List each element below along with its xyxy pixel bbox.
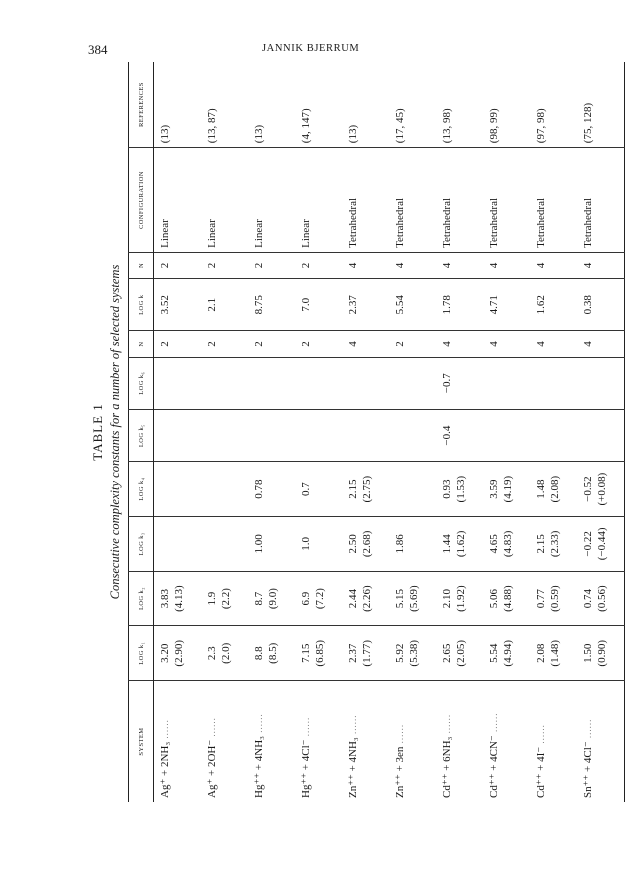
cell-log-k2-value: 5.06 <box>488 588 500 609</box>
cell-log-k1 <box>530 626 577 681</box>
cell-log-k2-value: 8.7 <box>253 591 265 606</box>
system-label: Cd⁺⁺ + 6NH₃ <box>441 736 453 798</box>
cell-n-2 <box>389 252 436 278</box>
cell-references: (98, 99) <box>483 62 530 148</box>
cell-log-k1-value: 7.15 <box>300 643 312 663</box>
cell-log-k <box>389 279 436 331</box>
cell-log-k1 <box>436 626 483 681</box>
cell-log-k1 <box>483 626 530 681</box>
header-log-k3: LOG k₃ <box>129 517 154 572</box>
cell-log-k1-paren-value: (2.0) <box>220 642 232 664</box>
cell-log-k6 <box>577 357 625 409</box>
cell-log-k4 <box>530 462 577 517</box>
cell-configuration: Linear <box>248 148 295 253</box>
cell-n-2-value: 4 <box>535 262 547 269</box>
cell-log-k2 <box>436 571 483 626</box>
cell-system <box>577 681 625 802</box>
cell-log-k3-paren-value: (2.68) <box>361 530 373 558</box>
cell-log-k5-value: −0.4 <box>441 425 453 446</box>
cell-log-k3 <box>201 517 248 572</box>
header-log-k5: LOG k₅ <box>129 409 154 461</box>
cell-log-k4 <box>342 462 389 517</box>
cell-log-k5 <box>577 409 625 461</box>
cell-log-k4 <box>154 462 202 517</box>
leader-dots: ...... <box>583 718 593 742</box>
leader-dots: ...... <box>160 719 170 742</box>
cell-log-k3-value: 4.65 <box>488 534 500 554</box>
cell-log-k3-value: 1.00 <box>253 534 265 554</box>
cell-n-2-value: 4 <box>582 262 594 269</box>
cell-log-k2 <box>577 571 625 626</box>
cell-log-k2-paren-value: (9.0) <box>267 588 279 610</box>
cell-log-k3 <box>342 517 389 572</box>
cell-log-k-value: 7.0 <box>300 297 312 312</box>
cell-log-k3-value: 1.44 <box>441 534 453 554</box>
cell-log-k3 <box>577 517 625 572</box>
cell-log-k5 <box>154 409 202 461</box>
cell-log-k4 <box>577 462 625 517</box>
cell-log-k3 <box>295 517 342 572</box>
cell-n-1-value: 2 <box>159 341 171 347</box>
table-row <box>389 62 436 802</box>
cell-configuration: Tetrahedral <box>577 148 625 253</box>
cell-n-2 <box>436 252 483 278</box>
cell-log-k1 <box>154 626 202 681</box>
cell-n-2 <box>154 252 202 278</box>
cell-log-k3-value: −0.22 <box>582 531 594 557</box>
cell-log-k-value: 5.54 <box>394 295 406 315</box>
cell-log-k4 <box>295 462 342 517</box>
cell-configuration: Tetrahedral <box>530 148 577 253</box>
cell-log-k1-value: 5.92 <box>394 643 406 663</box>
cell-log-k5 <box>342 409 389 461</box>
cell-configuration: Linear <box>154 148 202 253</box>
cell-log-k1-value: 2.3 <box>206 646 218 661</box>
cell-n-1-value: 4 <box>441 341 453 347</box>
cell-references: (4, 147) <box>295 62 342 148</box>
header-references: REFERENCES <box>129 62 154 148</box>
cell-log-k2 <box>342 571 389 626</box>
cell-log-k <box>483 279 530 331</box>
table-row <box>436 62 483 802</box>
cell-log-k <box>436 279 483 331</box>
cell-log-k2-paren-value: (2.2) <box>220 588 232 610</box>
cell-log-k3 <box>389 517 436 572</box>
page-number: 384 <box>88 42 108 57</box>
cell-log-k6 <box>201 357 248 409</box>
cell-n-1-value: 4 <box>488 341 500 347</box>
cell-n-1-value: 2 <box>253 341 265 347</box>
cell-log-k2 <box>530 571 577 626</box>
cell-log-k2-value: 0.77 <box>535 588 547 609</box>
cell-log-k2-value: 2.10 <box>441 588 453 609</box>
cell-log-k2-value: 0.74 <box>582 588 594 609</box>
cell-log-k-value: 1.62 <box>535 295 547 315</box>
cell-log-k4-value: 0.7 <box>300 482 312 497</box>
system-label: Zn⁺⁺ + 3en <box>394 746 406 798</box>
cell-n-2 <box>483 252 530 278</box>
cell-log-k5 <box>436 409 483 461</box>
cell-log-k3 <box>530 517 577 572</box>
header-system: SYSTEM <box>129 681 154 802</box>
system-label: Cd⁺⁺ + 4CN⁻ <box>488 735 500 798</box>
cell-n-2-value: 4 <box>347 262 359 269</box>
cell-log-k <box>201 279 248 331</box>
cell-n-1 <box>295 331 342 357</box>
cell-log-k5 <box>530 409 577 461</box>
cell-log-k1-paren-value: (4.94) <box>502 640 514 667</box>
cell-n-1 <box>530 331 577 357</box>
system-label: Hg⁺⁺ + 4NH₃ <box>253 736 265 798</box>
cell-log-k2-value: 5.15 <box>394 588 406 609</box>
table-subtitle: Consecutive complexity constants for a number of selected systems <box>108 264 122 600</box>
cell-n-2-value: 4 <box>394 262 406 269</box>
cell-log-k4-value: 0.78 <box>253 479 265 499</box>
leader-dots: ...... <box>536 724 546 747</box>
cell-log-k1-value: 2.65 <box>441 643 453 663</box>
cell-log-k1-paren-value: (2.05) <box>455 640 467 667</box>
cell-log-k1 <box>295 626 342 681</box>
cell-log-k6 <box>436 357 483 409</box>
cell-n-1 <box>248 331 295 357</box>
cell-log-k2-paren-value: (4.88) <box>502 585 514 612</box>
cell-log-k5 <box>201 409 248 461</box>
cell-log-k1-paren-value: (6.85) <box>314 640 326 667</box>
cell-log-k2-paren-value: (5.69) <box>408 585 420 612</box>
cell-log-k6 <box>248 357 295 409</box>
cell-n-2-value: 2 <box>300 262 312 269</box>
cell-log-k4 <box>248 462 295 517</box>
header-n-1: N <box>129 331 154 357</box>
cell-log-k1-value: 2.08 <box>535 643 547 663</box>
complexity-table <box>128 62 625 802</box>
cell-log-k6 <box>295 357 342 409</box>
cell-references: (13, 87) <box>201 62 248 148</box>
cell-log-k-value: 0.38 <box>582 295 594 315</box>
system-label: Hg⁺⁺ + 4Cl⁻ <box>300 739 312 798</box>
cell-n-2-value: 2 <box>253 262 265 269</box>
table-row <box>248 62 295 802</box>
leader-dots: ...... <box>489 712 499 736</box>
cell-n-1 <box>201 331 248 357</box>
header-n-2: N <box>129 252 154 278</box>
cell-log-k1-value: 2.37 <box>347 643 359 663</box>
cell-log-k3-paren-value: (1.62) <box>455 530 467 558</box>
cell-log-k2-paren-value: (0.56) <box>596 585 608 612</box>
system-label: Sn⁺⁺ + 4Cl⁻ <box>582 741 594 798</box>
table-header-row <box>129 62 154 802</box>
cell-log-k5 <box>248 409 295 461</box>
cell-n-1-value: 2 <box>206 341 218 347</box>
header-log-k: LOG k <box>129 279 154 331</box>
cell-log-k1-paren-value: (5.38) <box>408 640 420 667</box>
cell-log-k1-value: 5.54 <box>488 643 500 663</box>
cell-configuration: Tetrahedral <box>483 148 530 253</box>
cell-configuration: Tetrahedral <box>389 148 436 253</box>
cell-log-k4-value: 3.59 <box>488 479 500 499</box>
cell-log-k2-value: 1.9 <box>206 591 218 606</box>
cell-log-k <box>295 279 342 331</box>
cell-log-k3-paren-value: (4.83) <box>502 530 514 558</box>
cell-n-2 <box>342 252 389 278</box>
cell-n-1-value: 2 <box>394 341 406 347</box>
cell-log-k2 <box>154 571 202 626</box>
table-row <box>577 62 625 802</box>
system-label: Ag⁺ + 2NH₃ <box>159 741 171 798</box>
cell-log-k5 <box>483 409 530 461</box>
cell-log-k1-value: 8.8 <box>253 646 265 661</box>
cell-system <box>436 681 483 802</box>
cell-system <box>248 681 295 802</box>
cell-log-k1 <box>342 626 389 681</box>
cell-references: (75, 128) <box>577 62 625 148</box>
cell-log-k2-value: 2.44 <box>347 588 359 609</box>
cell-n-2 <box>530 252 577 278</box>
cell-log-k2 <box>483 571 530 626</box>
cell-log-k4 <box>201 462 248 517</box>
cell-log-k3-value: 2.15 <box>535 534 547 554</box>
cell-n-2-value: 2 <box>159 262 171 269</box>
cell-log-k <box>342 279 389 331</box>
cell-log-k2 <box>248 571 295 626</box>
cell-configuration: Tetrahedral <box>342 148 389 253</box>
cell-log-k4 <box>436 462 483 517</box>
cell-n-1 <box>154 331 202 357</box>
cell-log-k3 <box>248 517 295 572</box>
system-label: Ag⁺ + 2OH⁻ <box>206 739 218 798</box>
cell-n-1 <box>389 331 436 357</box>
cell-n-2 <box>248 252 295 278</box>
cell-log-k <box>248 279 295 331</box>
cell-log-k6 <box>389 357 436 409</box>
cell-n-1-value: 4 <box>582 341 594 347</box>
cell-log-k2 <box>201 571 248 626</box>
cell-log-k2-paren-value: (4.13) <box>173 585 185 612</box>
cell-log-k <box>530 279 577 331</box>
cell-log-k-value: 3.52 <box>159 295 171 315</box>
cell-configuration: Tetrahedral <box>436 148 483 253</box>
header-log-k2: LOG k₂ <box>129 571 154 626</box>
cell-system <box>201 681 248 802</box>
table-row <box>530 62 577 802</box>
cell-log-k <box>577 279 625 331</box>
leader-dots: ...... <box>301 716 311 740</box>
header-configuration: CONFIGURATION <box>129 148 154 253</box>
cell-references: (13) <box>248 62 295 148</box>
cell-log-k1-value: 3.20 <box>159 643 171 663</box>
system-label: Zn⁺⁺ + 4NH₃ <box>347 737 359 798</box>
cell-log-k4 <box>389 462 436 517</box>
table-row <box>295 62 342 802</box>
leader-dots: ...... <box>207 717 217 740</box>
system-label: Cd⁺⁺ + 4I⁻ <box>535 746 547 798</box>
cell-log-k4-value: 2.15 <box>347 479 359 499</box>
cell-log-k6-value: −0.7 <box>441 373 453 394</box>
table-row <box>201 62 248 802</box>
header-log-k4: LOG k₄ <box>129 462 154 517</box>
header-log-k1: LOG k₁ <box>129 626 154 681</box>
cell-n-2-value: 2 <box>206 262 218 269</box>
cell-log-k-value: 1.78 <box>441 295 453 315</box>
table-caption <box>90 62 123 802</box>
cell-references: (17, 45) <box>389 62 436 148</box>
cell-log-k1-paren-value: (1.48) <box>549 640 561 667</box>
cell-log-k5 <box>295 409 342 461</box>
cell-system <box>295 681 342 802</box>
leader-dots: ...... <box>348 714 358 738</box>
cell-log-k1 <box>201 626 248 681</box>
cell-n-1-value: 2 <box>300 341 312 347</box>
cell-log-k4-paren-value: (4.19) <box>502 475 514 503</box>
cell-system <box>483 681 530 802</box>
leader-dots: ...... <box>442 713 452 737</box>
leader-dots: ...... <box>395 723 405 747</box>
cell-log-k3-value: 2.50 <box>347 534 359 554</box>
cell-log-k6 <box>483 357 530 409</box>
running-head: JANNIK BJERRUM <box>262 43 360 54</box>
cell-n-2 <box>201 252 248 278</box>
cell-log-k5 <box>389 409 436 461</box>
cell-log-k4-paren-value: (1.53) <box>455 475 467 503</box>
cell-n-1-value: 4 <box>347 341 359 347</box>
cell-log-k4-paren-value: (2.75) <box>361 475 373 503</box>
cell-log-k2-paren-value: (7.2) <box>314 588 326 610</box>
cell-log-k2 <box>295 571 342 626</box>
cell-log-k1-paren-value: (2.90) <box>173 640 185 667</box>
cell-log-k1 <box>248 626 295 681</box>
cell-log-k4-value: 1.48 <box>535 479 547 499</box>
cell-system <box>342 681 389 802</box>
table-row <box>154 62 202 802</box>
cell-log-k1-value: 1.50 <box>582 643 594 663</box>
cell-system <box>530 681 577 802</box>
cell-log-k3-paren-value: (2.33) <box>549 530 561 558</box>
cell-log-k3-value: 1.0 <box>300 536 312 551</box>
cell-n-1-value: 4 <box>535 341 547 347</box>
cell-system <box>389 681 436 802</box>
cell-n-2-value: 4 <box>488 262 500 269</box>
cell-log-k <box>154 279 202 331</box>
cell-log-k6 <box>530 357 577 409</box>
cell-log-k2 <box>389 571 436 626</box>
table-row <box>342 62 389 802</box>
table-title: TABLE 1 <box>90 403 105 461</box>
cell-log-k2-paren-value: (1.92) <box>455 585 467 612</box>
cell-log-k3-paren-value: (−0.44) <box>596 527 608 561</box>
cell-log-k3 <box>154 517 202 572</box>
cell-log-k6 <box>342 357 389 409</box>
cell-n-1 <box>436 331 483 357</box>
cell-n-1 <box>483 331 530 357</box>
cell-log-k4-value: −0.52 <box>582 476 594 502</box>
cell-log-k4 <box>483 462 530 517</box>
cell-log-k6 <box>154 357 202 409</box>
cell-log-k1 <box>577 626 625 681</box>
cell-log-k3-value: 1.86 <box>394 534 406 554</box>
cell-n-1 <box>342 331 389 357</box>
cell-log-k-value: 2.37 <box>347 295 359 315</box>
cell-references: (13) <box>154 62 202 148</box>
table-row <box>483 62 530 802</box>
cell-log-k-value: 2.1 <box>206 297 218 312</box>
cell-log-k2-paren-value: (2.26) <box>361 585 373 612</box>
cell-n-1 <box>577 331 625 357</box>
cell-references: (97, 98) <box>530 62 577 148</box>
cell-n-2 <box>295 252 342 278</box>
cell-log-k4-paren-value: (+0.08) <box>596 472 608 506</box>
cell-log-k4-paren-value: (2.08) <box>549 475 561 503</box>
cell-log-k2-paren-value: (0.59) <box>549 585 561 612</box>
cell-log-k1-paren-value: (0.90) <box>596 640 608 667</box>
cell-configuration: Linear <box>295 148 342 253</box>
cell-log-k3 <box>483 517 530 572</box>
rotated-table-block <box>88 62 608 802</box>
cell-log-k-value: 8.75 <box>253 295 265 315</box>
cell-log-k-value: 4.71 <box>488 295 500 315</box>
leader-dots: ...... <box>254 713 264 737</box>
cell-configuration: Linear <box>201 148 248 253</box>
header-log-k6: LOG k₆ <box>129 357 154 409</box>
cell-log-k3 <box>436 517 483 572</box>
cell-log-k1 <box>389 626 436 681</box>
table-body <box>154 62 625 802</box>
cell-references: (13) <box>342 62 389 148</box>
cell-log-k2-value: 6.9 <box>300 591 312 606</box>
cell-references: (13, 98) <box>436 62 483 148</box>
cell-n-2-value: 4 <box>441 262 453 269</box>
cell-log-k1-paren-value: (1.77) <box>361 640 373 667</box>
cell-log-k2-value: 3.83 <box>159 588 171 609</box>
cell-system <box>154 681 202 802</box>
cell-log-k1-paren-value: (8.5) <box>267 642 279 664</box>
cell-n-2 <box>577 252 625 278</box>
cell-log-k4-value: 0.93 <box>441 479 453 499</box>
